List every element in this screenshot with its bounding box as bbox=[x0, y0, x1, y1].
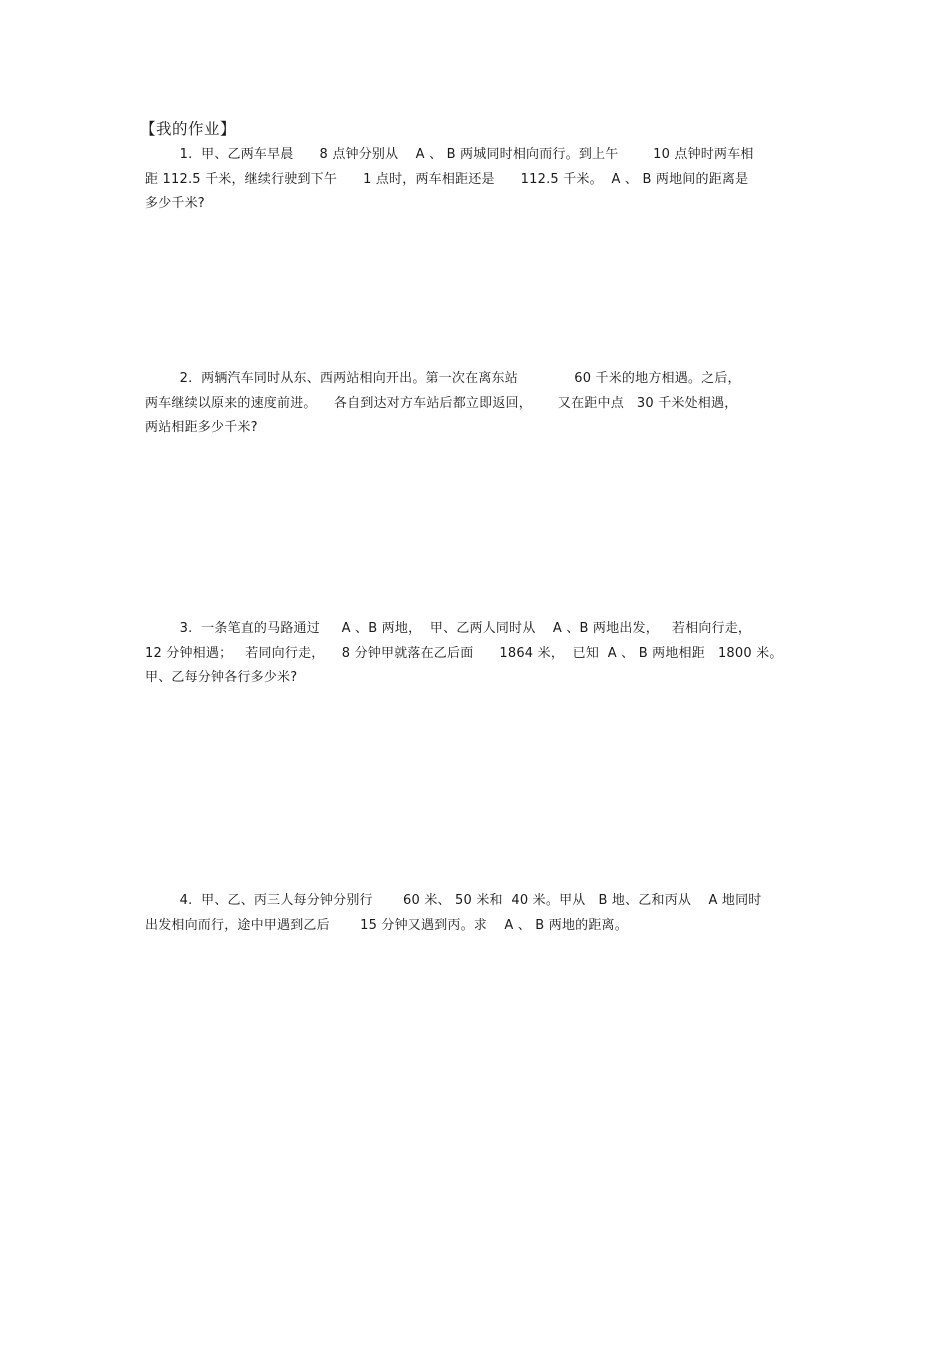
problem-1 bbox=[145, 143, 805, 217]
problem-4-line-1: 4. 甲、乙、丙三人每分钟分别行 60 米、 50 米和 40 米。甲从 B 地、乙和丙从 A 地同时 bbox=[145, 893, 762, 908]
problem-1-line-3: 多少千米? bbox=[145, 196, 205, 211]
problem-3-line-3: 甲、乙每分钟各行多少米? bbox=[145, 670, 298, 685]
problem-1-line-1: 1. 甲、乙两车早晨 8 点钟分别从 A 、 B 两城同时相向而行。到上午 10 点钟时两车相 bbox=[145, 147, 754, 162]
problem-4 bbox=[145, 889, 805, 938]
problem-2 bbox=[145, 367, 805, 441]
problem-2-line-1: 2. 两辆汽车同时从东、西两站相向开出。第一次在离东站 60 千米的地方相遇。之后， bbox=[145, 371, 741, 386]
problem-1-line-2: 距 112.5 千米，继续行驶到下午 1 点时，两车相距还是 112.5 千米。 A 、 B 两地间的距离是 bbox=[145, 171, 749, 187]
section-heading: 【我的作业】 bbox=[140, 120, 237, 138]
problem-3-line-1: 3. 一条笔直的马路通过 A 、B 两地， 甲、乙两人同时从 A 、B 两地出发， 若相向行走， bbox=[145, 621, 752, 636]
problem-2-line-2: 两车继续以原来的速度前进。 各自到达对方车站后都立即返回， 又在距中点 30 千米处相遇， bbox=[145, 395, 738, 411]
problem-2-line-3: 两站相距多少千米? bbox=[145, 420, 258, 435]
problem-4-line-2: 出发相向而行，途中甲遇到乙后 15 分钟又遇到丙。求 A 、 B 两地的距离。 bbox=[145, 917, 628, 933]
problem-3 bbox=[145, 617, 805, 691]
problem-3-line-2: 12 分钟相遇； 若同向行走， 8 分钟甲就落在乙后面 1864 米， 已知 A 、 B 两地相距 1800 米。 bbox=[145, 645, 783, 661]
